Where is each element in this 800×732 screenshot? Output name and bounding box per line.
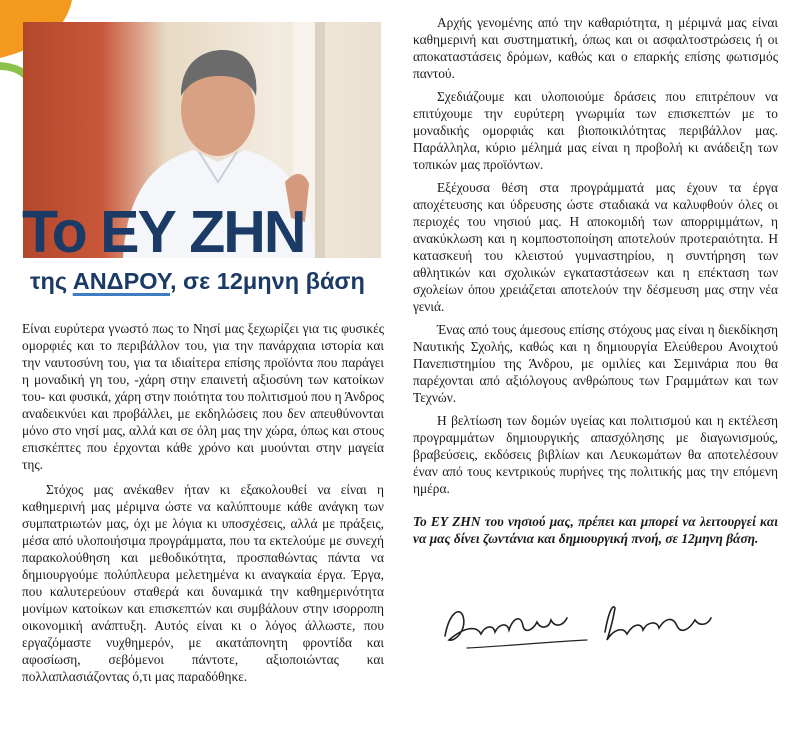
headline-subtitle xyxy=(30,266,390,296)
headline-title: Το ΕΥ ΖΗΝ xyxy=(22,199,305,265)
right-paragraph-5: Η βελτίωση των δομών υγείας και πολιτισμού και η εκτέλεση προγραμμάτων δημιουργικής απασχόλησης με διαγωνισμούς, βραβεύσεις, εκδόσεις βιβλίων και Λευκωμάτων θα αποτελέσουν έναν από τους κεντρικούς πυρήνες της πολιτικής μας την επόμενη ημέρα. xyxy=(413,413,778,496)
right-paragraph-1: Αρχής γενομένης από την καθαριότητα, η μέριμνά μας είναι καθημερινή και συστηματική, όπως και οι ασφαλτοστρώσεις ή οι αποκαταστάσεις δρόμων, καθώς και ο επαρκής επίσης φωτισμός παντού. xyxy=(413,15,778,81)
right-column xyxy=(413,14,778,547)
left-paragraph-2: Στόχος μας ανέκαθεν ήταν κι εξακολουθεί να είναι η καθημερινή μας μέριμνα ώστε να καλύπτουμε κάθε ανάγκη των συμπατριωτών μας, όχι με λόγια κι υποσχέσεις, αλλά με πράξεις, μέσα από υλοποιήσιμα προγράμματα, που τα εκτελούμε με συνεχή παρακολούθηση και μεθοδικότητα, προσπαθώντας πάντα να δημιουργούμε πολύπλευρα μελετημένα κι αναγκαία έργα. Έργα, που καλυτερεύουν σταθερά και δυναμικά την καθημερινότητα μονίμων κατοίκων και επισκεπτών και συμβάλουν στην ισορροπη οικονομική ανάπτυξη. Αυτός είναι κι ο λόγος άλλωστε, που εργαζόμαστε νυχθημερόν, με ακατάπονητη φροντίδα και αφοσίωση, σεβόμενοι πάντοτε, αξιοποιώντας και πολλαπλασιάζοντας ό,τι μας παραδόθηκε. xyxy=(22,482,384,684)
subtitle-suffix: , σε 12μηνη βάση xyxy=(169,268,365,294)
handwritten-signature xyxy=(437,596,717,652)
right-paragraph-3: Εξέχουσα θέση στα προγράμματά μας έχουν τα έργα αποχέτευσης και ύδρευσης ώστε σταδιακά να καλυφθούν όλες οι περιοχές του νησιού μας. Η αποκομιδή των απορριμμάτων, η ανακύκλωση και η κομποστοποίηση αποτελούν προτεραιότητα. Η κατασκευή του κλειστού γυμναστηρίου, η συντήρηση των αθλητικών και σχολικών εγκαταστάσεων και η επέκταση των σχολείων όπου χρειάζεται αποτελούν την δέσμευση μας στην νέα γενιά. xyxy=(413,180,778,314)
left-paragraph-1: Είναι ευρύτερα γνωστό πως το Νησί μας ξεχωρίζει για τις φυσικές ομορφιές και το περιβάλλον του, για την πανάρχαια ιστορία και την ναυτοσύνη του, για τα ιδιαίτερα επίσης προϊόντα που παράγει η μοναδική γη του, -χάρη στην επαινετή αξιοσύνη των κατοίκων του- και φυσικά, χάρη στην ποιότητα του πολιτισμού που η Άνδρος αναδεικνύει και προβάλλει, με εκδηλώσεις που δεν απευθύνονται μόνο στο νησί μας, αλλά και σε όλη μας την χώρα, όπως και στους επισκέπτες που έρχονται κάθε χρόνο και μυούνται στην μαγεία της. xyxy=(22,321,384,472)
closing-statement: Το ΕΥ ΖΗΝ του νησιού μας, πρέπει και μπορεί να λειτουργεί και να μας δίνει ζωντάνια και δημιουργική πνοή, σε 12μηνη βάση. xyxy=(413,514,778,546)
subtitle-prefix: της xyxy=(30,268,73,294)
right-paragraph-2: Σχεδιάζουμε και υλοποιούμε δράσεις που επιτρέπουν να επιτύχουμε την ευρύτερη γνωριμία των επισκεπτών με το μοναδικής ομορφιάς και βιοποικιλότητας περιβάλλον μας. Παράλληλα, κύριο μέλημά μας είναι η προβολή κι ανάδειξη των τοπικών μας προϊόντων. xyxy=(413,89,778,172)
right-paragraph-4: Ένας από τους άμεσους επίσης στόχους μας είναι η διεκδίκηση Ναυτικής Σχολής, καθώς και η δημιουργία Ελεύθερου Ανοιχτού Πανεπιστημίου της Άνδρου, με ομιλίες και Σεμινάρια που θα παρέχονται από αξιόλογους ανθρώπους των Γραμμάτων και των Τεχνών. xyxy=(413,322,778,405)
subtitle-underlined: ΑΝΔΡΟΥ xyxy=(72,268,170,294)
left-column xyxy=(22,320,384,685)
